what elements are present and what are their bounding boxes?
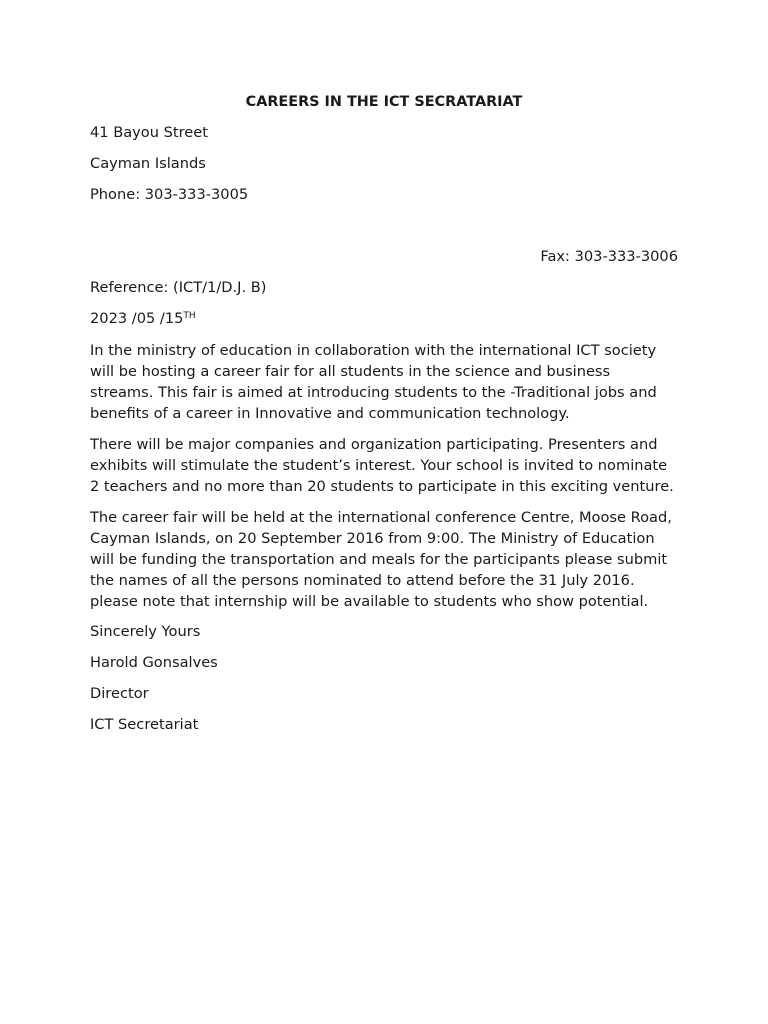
body-paragraph-3: The career fair will be held at the international conference Centre, Moose Road, Cayman Islands, on 20 September 2016 from 9:00. The Ministry of Education will be funding the transportation and meals for the participants please submit the names of all the persons nominated to attend before the 31 July 2016. please note that internship will be available to students who show potential. [90,509,672,610]
phone-number: Phone: 303-333-3005 [90,186,249,203]
signatory-name: Harold Gonsalves [90,654,218,671]
date-value: 2023 /05 /15 [90,310,184,327]
closing-salutation: Sincerely Yours [90,623,201,640]
date-suffix: TH [183,311,196,321]
signatory-title: Director [90,685,149,702]
spacer [90,216,678,247]
reference-line: Reference: (ICT/1/D.J. B) [90,279,267,296]
address-line-country: Cayman Islands [90,155,206,172]
address-line-street: 41 Bayou Street [90,124,208,141]
body-paragraph-2: There will be major companies and organization participating. Presenters and exhibits will stimulate the student’s interest. Your school is invited to nominate 2 teachers and no more than 20 students to participate in this exciting venture. [90,436,674,495]
body-paragraph-1: In the ministry of education in collaboration with the international ICT society will be hosting a career fair for all students in the science and business streams. This fair is aimed at introducing students to the -Traditional jobs and benefits of a career in Innovative and communication technology. [90,342,657,422]
document-title: CAREERS IN THE ICT SECRATARIAT [245,94,523,110]
letter-date [90,309,678,329]
letter-page [90,92,678,746]
fax-number: Fax: 303-333-3006 [540,248,678,265]
signatory-organization: ICT Secretariat [90,716,199,733]
